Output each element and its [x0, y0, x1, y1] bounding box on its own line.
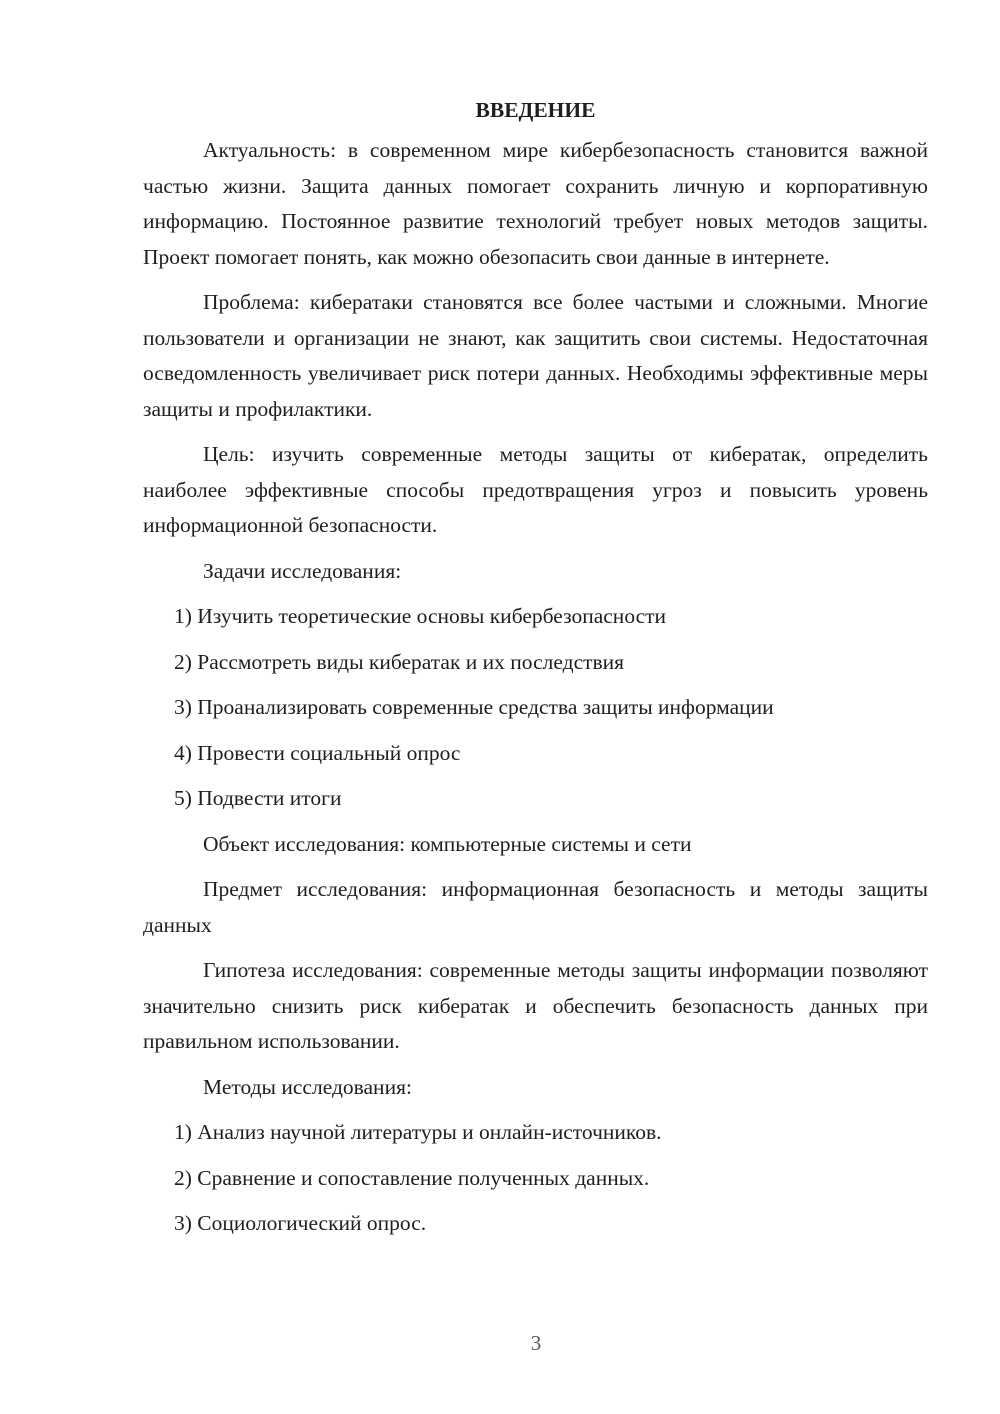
paragraph-subject: Предмет исследования: информационная безопасность и методы защиты данных — [143, 877, 928, 937]
list-item: 1) Изучить теоретические основы кибербезопасности — [174, 604, 667, 628]
list-item: 2) Сравнение и сопоставление полученных данных. — [174, 1165, 650, 1190]
tasks-list — [143, 599, 928, 817]
paragraph-problem: Проблема: кибератаки становятся все более частыми и сложными. Многие пользователи и организации не знают, как защитить свои системы. Недостаточная осведомленность увеличивает риск потери данных. Необходимы эффективные меры защиты и профилактики. — [143, 290, 928, 421]
section-title: ВВЕДЕНИЕ — [475, 98, 596, 122]
paragraph-object: Объект исследования: компьютерные системы и сети — [203, 831, 692, 856]
paragraph-goal: Цель: изучить современные методы защиты от кибератак, определить наиболее эффективные способы предотвращения угроз и повысить уровень информационной безопасности. — [143, 442, 928, 537]
list-item: 5) Подвести итоги — [174, 786, 342, 810]
document-page — [143, 92, 928, 1252]
list-item: 4) Провести социальный опрос — [174, 740, 461, 765]
list-item: 3) Социологический опрос. — [174, 1211, 427, 1235]
methods-heading: Методы исследования: — [203, 1074, 412, 1099]
list-item: 1) Анализ научной литературы и онлайн-источников. — [174, 1120, 662, 1144]
methods-list — [143, 1115, 928, 1242]
page-number: 3 — [530, 1331, 542, 1355]
paragraph-relevance: Актуальность: в современном мире кибербезопасность становится важной частью жизни. Защита данных помогает сохранить личную и корпоративную информацию. Постоянное развитие технологий требует новых методов защиты. Проект помогает понять, как можно обезопасить свои данные в интернете. — [143, 138, 928, 269]
paragraph-hypothesis: Гипотеза исследования: современные методы защиты информации позволяют значительно снизить риск кибератак и обеспечить безопасность данных при правильном использовании. — [143, 958, 928, 1053]
list-item: 2) Рассмотреть виды кибератак и их последствия — [174, 649, 625, 674]
tasks-heading: Задачи исследования: — [203, 558, 402, 583]
list-item: 3) Проанализировать современные средства защиты информации — [174, 695, 774, 719]
